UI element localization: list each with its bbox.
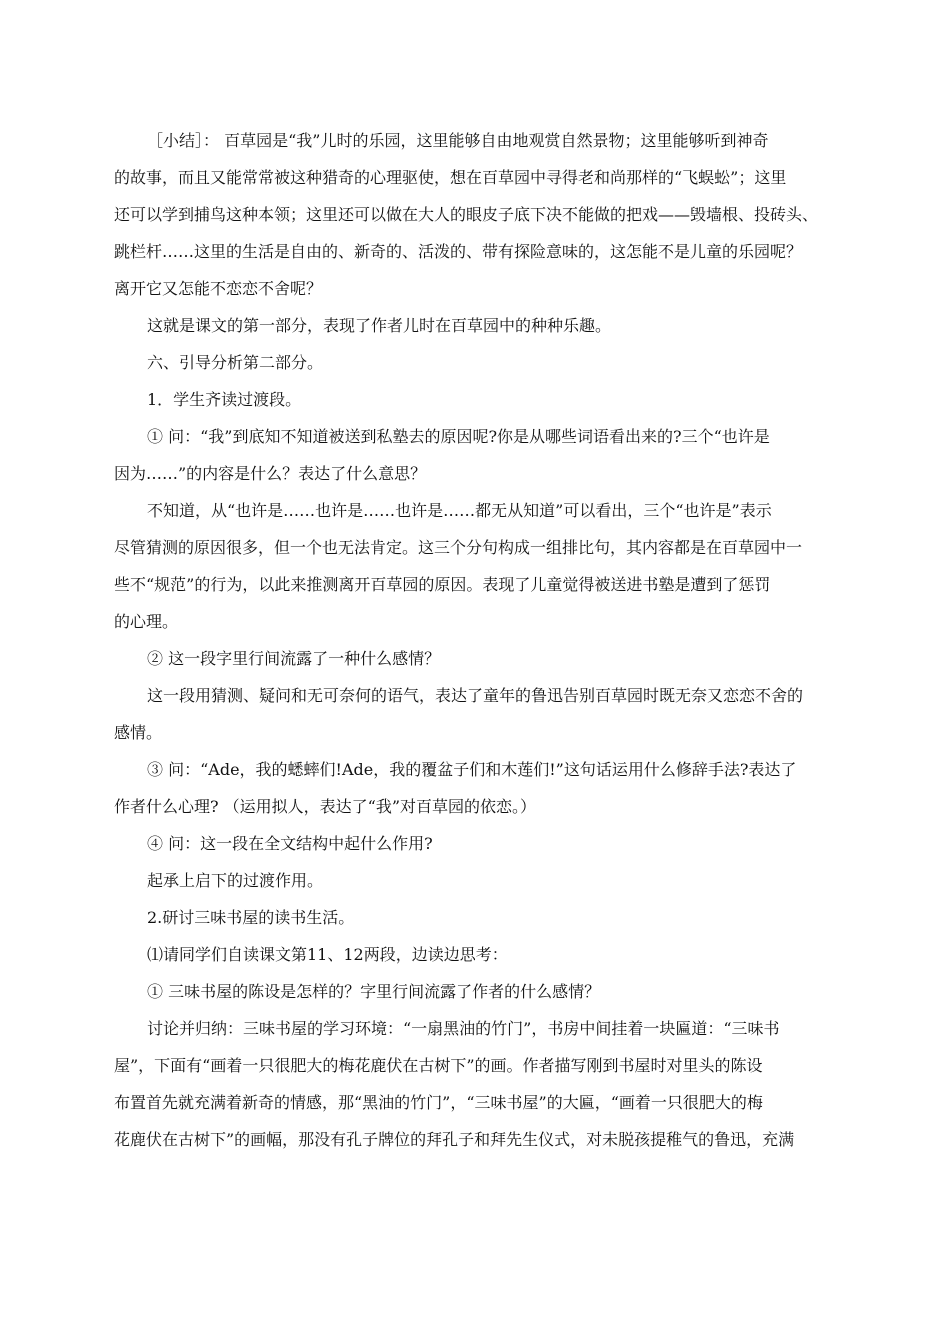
text-line: 讨论并归纳：三味书屋的学习环境：“一扇黑油的竹门”，书房中间挂着一块匾道：“三味书: [147, 1019, 780, 1038]
text-line: 布置首先就充满着新奇的情感，那“黑油的竹门”，“三味书屋”的大匾，“画着一只很肥大的梅: [114, 1093, 763, 1112]
text-line: 还可以学到捕鸟这种本领；这里还可以做在大人的眼皮子底下决不能做的把戏——毁墙根、投砖头、: [114, 205, 819, 224]
text-line: 尽管猜测的原因很多，但一个也无法肯定。这三个分句构成一组排比句，其内容都是在百草园中一: [114, 538, 803, 557]
text-line: 这一段用猜测、疑问和无可奈何的语气，表达了童年的鲁迅告别百草园时既无奈又恋恋不舍的: [147, 686, 804, 705]
text-line: ［小结］： 百草园是“我”儿时的乐园，这里能够自由地观赏自然景物；这里能够听到神奇: [147, 131, 769, 150]
text-line: ③ 问：“Ade，我的蟋蟀们!Ade，我的覆盆子们和木莲们!”这句话运用什么修辞手法?表达了: [147, 760, 797, 779]
text-line: 起承上启下的过渡作用。: [147, 871, 324, 890]
text-line: ② 这一段字里行间流露了一种什么感情？: [147, 649, 441, 668]
text-line: 2.研讨三味书屋的读书生活。: [147, 908, 355, 927]
section-heading: 六、引导分析第二部分。: [147, 353, 324, 372]
text-line: 不知道，从“也许是……也许是……也许是……都无从知道”可以看出，三个“也许是”表示: [147, 501, 772, 520]
text-line: ④ 问：这一段在全文结构中起什么作用?: [147, 834, 433, 853]
text-line: 些不“规范”的行为，以此来推测离开百草园的原因。表现了儿童觉得被送进书塾是遭到了惩罚: [114, 575, 771, 594]
text-line: 作者什么心理? （运用拟人，表达了“我”对百草园的依恋。）: [114, 797, 537, 816]
text-line: 的故事，而且又能常常被这种猎奇的心理驱使，想在百草园中寻得老和尚那样的“飞蜈蚣”；这里: [114, 168, 787, 187]
text-line: 离开它又怎能不恋恋不舍呢？: [114, 279, 323, 298]
text-line: 花鹿伏在古树下”的画幅，那没有孔子牌位的拜孔子和拜先生仪式，对未脱孩提稚气的鲁迅，充满: [114, 1130, 795, 1149]
text-line: 的心理。: [114, 612, 179, 631]
text-line: ⑴请同学们自读课文第11、12两段，边读边思考：: [147, 945, 508, 964]
text-line: 1．学生齐读过渡段。: [147, 390, 302, 409]
text-line: ① 三味书屋的陈设是怎样的？字里行间流露了作者的什么感情？: [147, 982, 601, 1001]
text-line: 屋”，下面有“画着一只很肥大的梅花鹿伏在古树下”的画。作者描写刚到书屋时对里头的陈设: [114, 1056, 763, 1075]
text-line: ① 问：“我”到底知不知道被送到私塾去的原因呢?你是从哪些词语看出来的?三个“也许是: [147, 427, 770, 446]
text-line: 感情。: [114, 723, 163, 742]
text-line: 跳栏杆……这里的生活是自由的、新奇的、活泼的、带有探险意味的，这怎能不是儿童的乐园呢？: [114, 242, 803, 261]
text-line: 因为……”的内容是什么？表达了什么意思？: [114, 464, 427, 483]
text-line: 这就是课文的第一部分，表现了作者儿时在百草园中的种种乐趣。: [147, 316, 612, 335]
